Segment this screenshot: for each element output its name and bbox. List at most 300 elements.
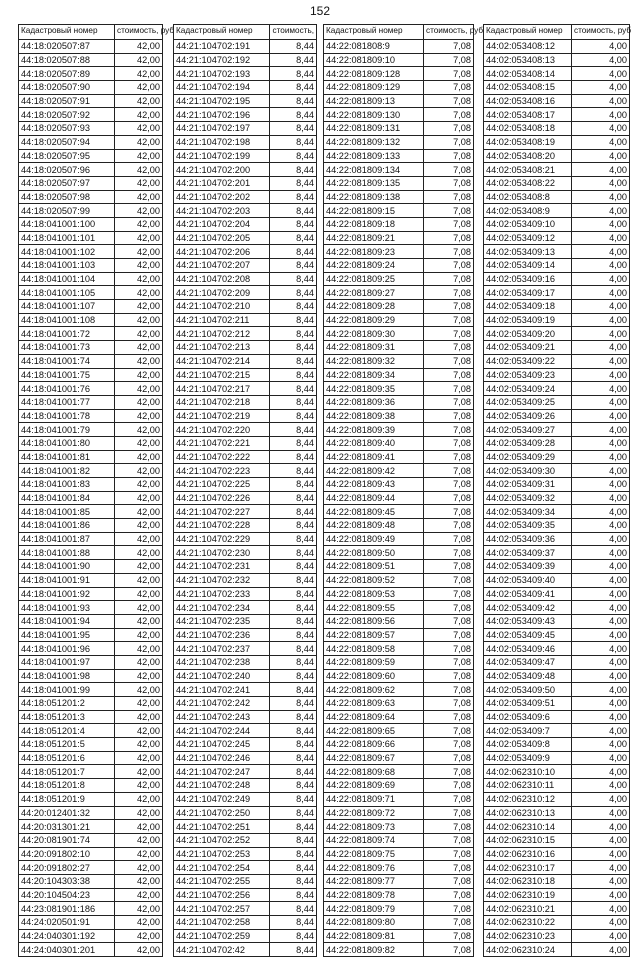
cadastral-number-cell: 44:22:081809:79 [324,902,424,916]
cadastral-number-cell: 44:02:053409:7 [484,724,572,738]
cadastral-number-cell: 44:22:081809:65 [324,724,424,738]
table-row [484,765,630,779]
table-row [324,505,474,519]
cost-cell: 8,44 [270,724,317,738]
cadastral-number-cell: 44:02:053409:36 [484,532,572,546]
table-row [174,888,317,902]
cadastral-number-cell: 44:21:104702:192 [174,53,270,67]
cadastral-number-cell: 44:18:041001:84 [19,491,115,505]
cost-cell: 4,00 [572,464,630,478]
table-row [324,491,474,505]
cadastral-number-cell: 44:22:081809:58 [324,642,424,656]
cost-cell: 7,08 [424,436,474,450]
cadastral-number-cell: 44:21:104702:226 [174,491,270,505]
cadastral-number-cell: 44:18:041001:102 [19,245,115,259]
cadastral-number-cell: 44:21:104702:206 [174,245,270,259]
cost-cell: 7,08 [424,573,474,587]
cost-cell: 8,44 [270,313,317,327]
table-row [19,313,163,327]
table-row [19,587,163,601]
table-row [19,81,163,95]
table-row [19,286,163,300]
table-row [324,697,474,711]
cadastral-number-cell: 44:18:041001:75 [19,368,115,382]
cost-cell: 4,00 [572,669,630,683]
cadastral-number-cell: 44:02:053409:26 [484,409,572,423]
cost-cell: 42,00 [115,300,163,314]
table-row [484,395,630,409]
table-row [484,423,630,437]
cadastral-number-cell: 44:22:081809:68 [324,765,424,779]
cadastral-number-cell: 44:21:104702:246 [174,751,270,765]
table-row [324,204,474,218]
cadastral-number-cell: 44:22:081809:75 [324,847,424,861]
cadastral-number-cell: 44:18:041001:80 [19,436,115,450]
table-row [19,943,163,957]
cadastral-number-cell: 44:02:053408:16 [484,94,572,108]
table-row [324,546,474,560]
cadastral-number-cell: 44:02:053409:24 [484,382,572,396]
cadastral-number-cell: 44:02:053409:18 [484,300,572,314]
table-row [324,779,474,793]
cadastral-number-cell: 44:21:104702:256 [174,888,270,902]
cost-cell: 8,44 [270,792,317,806]
table-row [484,217,630,231]
cost-cell: 4,00 [572,601,630,615]
table-row [484,204,630,218]
cost-cell: 8,44 [270,929,317,943]
cadastral-number-cell: 44:22:081809:32 [324,354,424,368]
table-row [324,614,474,628]
cadastral-number-cell: 44:02:053408:22 [484,176,572,190]
cadastral-number-cell: 44:02:053409:8 [484,738,572,752]
table-row [19,628,163,642]
cost-cell: 8,44 [270,491,317,505]
table-row [174,176,317,190]
cadastral-number-cell: 44:18:041001:88 [19,546,115,560]
table-row [174,272,317,286]
cadastral-number-cell: 44:21:104702:240 [174,669,270,683]
cost-cell: 7,08 [424,738,474,752]
cost-cell: 7,08 [424,67,474,81]
table-row [484,779,630,793]
cost-cell: 4,00 [572,792,630,806]
table-row [19,929,163,943]
table-row [19,642,163,656]
cadastral-number-cell: 44:21:104702:245 [174,738,270,752]
cost-cell: 42,00 [115,560,163,574]
cost-cell: 8,44 [270,272,317,286]
cost-cell: 4,00 [572,751,630,765]
cadastral-number-cell: 44:02:053409:23 [484,368,572,382]
cadastral-number-cell: 44:21:104702:215 [174,368,270,382]
cost-cell: 8,44 [270,423,317,437]
cost-cell: 7,08 [424,450,474,464]
cadastral-number-cell: 44:22:081808:9 [324,40,424,54]
cost-cell: 4,00 [572,916,630,930]
cost-cell: 8,44 [270,683,317,697]
cadastral-number-cell: 44:02:053409:48 [484,669,572,683]
cadastral-number-cell: 44:22:081809:128 [324,67,424,81]
cost-cell: 7,08 [424,628,474,642]
cost-cell: 8,44 [270,560,317,574]
table-row [484,259,630,273]
cost-cell: 7,08 [424,724,474,738]
cost-cell: 4,00 [572,149,630,163]
table-row [19,122,163,136]
table-row [174,655,317,669]
cost-cell: 4,00 [572,491,630,505]
table-row [19,710,163,724]
cost-cell: 8,44 [270,327,317,341]
cadastral-number-cell: 44:02:062310:19 [484,888,572,902]
cadastral-number-cell: 44:22:081809:31 [324,341,424,355]
cost-cell: 4,00 [572,779,630,793]
table-row [484,382,630,396]
cadastral-number-cell: 44:18:041001:78 [19,409,115,423]
cost-cell: 8,44 [270,614,317,628]
cadastral-number-cell: 44:18:041001:76 [19,382,115,396]
cost-cell: 4,00 [572,94,630,108]
cadastral-number-cell: 44:18:051201:8 [19,779,115,793]
table-row [19,135,163,149]
table-row [324,53,474,67]
table-row [174,519,317,533]
cadastral-number-cell: 44:02:053409:42 [484,601,572,615]
cost-cell: 7,08 [424,587,474,601]
cadastral-number-cell: 44:02:053409:32 [484,491,572,505]
cost-cell: 8,44 [270,217,317,231]
table-row [324,163,474,177]
cost-cell: 8,44 [270,409,317,423]
cost-cell: 42,00 [115,423,163,437]
cost-cell: 7,08 [424,751,474,765]
table-row [484,313,630,327]
cost-cell: 7,08 [424,874,474,888]
table-row [174,382,317,396]
cadastral-number-cell: 44:22:081809:129 [324,81,424,95]
table-row [19,204,163,218]
table-row [484,135,630,149]
cost-cell: 8,44 [270,573,317,587]
cadastral-number-cell: 44:22:081809:72 [324,806,424,820]
table-row [324,190,474,204]
table-row [174,724,317,738]
cadastral-number-cell: 44:18:041001:81 [19,450,115,464]
cadastral-number-cell: 44:22:081809:53 [324,587,424,601]
table-row [174,820,317,834]
cadastral-number-cell: 44:22:081809:45 [324,505,424,519]
cadastral-number-cell: 44:02:053409:13 [484,245,572,259]
cost-cell: 7,08 [424,601,474,615]
cadastral-number-cell: 44:18:041001:95 [19,628,115,642]
cadastral-number-cell: 44:18:041001:103 [19,259,115,273]
table-row [19,916,163,930]
cost-cell: 42,00 [115,395,163,409]
cadastral-number-cell: 44:18:020507:98 [19,190,115,204]
cadastral-number-cell: 44:22:081809:39 [324,423,424,437]
table-row [324,710,474,724]
cadastral-number-cell: 44:22:081809:35 [324,382,424,396]
table-row [324,354,474,368]
header-cost: стоимость, руб [115,25,163,40]
table-row [174,204,317,218]
cost-cell: 8,44 [270,53,317,67]
cost-cell: 4,00 [572,902,630,916]
table-row [484,327,630,341]
cost-cell: 8,44 [270,751,317,765]
cost-cell: 42,00 [115,217,163,231]
cadastral-number-cell: 44:21:104702:258 [174,916,270,930]
cadastral-number-cell: 44:22:081809:74 [324,833,424,847]
table-row [484,560,630,574]
cost-cell: 8,44 [270,259,317,273]
cost-cell: 42,00 [115,847,163,861]
table-row [174,792,317,806]
cost-cell: 42,00 [115,108,163,122]
cadastral-number-cell: 44:18:041001:92 [19,587,115,601]
cadastral-number-cell: 44:02:053408:8 [484,190,572,204]
cost-cell: 8,44 [270,847,317,861]
cost-cell: 7,08 [424,491,474,505]
cadastral-number-cell: 44:02:053409:45 [484,628,572,642]
table-row [174,354,317,368]
cadastral-number-cell: 44:22:081809:23 [324,245,424,259]
table-row [484,368,630,382]
table-row [174,94,317,108]
table-row [19,669,163,683]
table-row [484,108,630,122]
table-row [324,382,474,396]
cadastral-number-cell: 44:22:081809:25 [324,272,424,286]
table-row [174,710,317,724]
cost-cell: 42,00 [115,601,163,615]
cadastral-number-cell: 44:21:104702:197 [174,122,270,136]
cost-cell: 7,08 [424,354,474,368]
table-row [484,436,630,450]
cadastral-number-cell: 44:21:104702:236 [174,628,270,642]
cadastral-number-cell: 44:18:041001:104 [19,272,115,286]
cadastral-number-cell: 44:18:020507:87 [19,40,115,54]
cadastral-number-cell: 44:18:051201:5 [19,738,115,752]
cost-cell: 7,08 [424,382,474,396]
table-row [484,628,630,642]
cost-cell: 7,08 [424,779,474,793]
table-row [174,642,317,656]
table-row [19,888,163,902]
table-row [324,67,474,81]
cost-cell: 42,00 [115,204,163,218]
cost-cell: 42,00 [115,464,163,478]
cadastral-number-cell: 44:21:104702:214 [174,354,270,368]
cost-cell: 4,00 [572,874,630,888]
cadastral-number-cell: 44:21:104702:196 [174,108,270,122]
cadastral-number-cell: 44:21:104702:220 [174,423,270,437]
header-cadastral-number: Кадастровый номер [484,25,572,40]
table-row [19,423,163,437]
table-row [324,478,474,492]
cadastral-number-cell: 44:21:104702:227 [174,505,270,519]
table-row [19,354,163,368]
table-row [324,628,474,642]
cost-cell: 8,44 [270,300,317,314]
cost-cell: 8,44 [270,382,317,396]
table-row [324,587,474,601]
cost-cell: 4,00 [572,108,630,122]
table-row [324,122,474,136]
cadastral-number-cell: 44:18:020507:92 [19,108,115,122]
cadastral-number-cell: 44:21:104702:212 [174,327,270,341]
cadastral-number-cell: 44:18:041001:94 [19,614,115,628]
table-row [484,464,630,478]
table-row [484,929,630,943]
cadastral-number-cell: 44:22:081809:38 [324,409,424,423]
cadastral-number-cell: 44:02:053408:17 [484,108,572,122]
cost-cell: 42,00 [115,943,163,957]
cost-cell: 42,00 [115,614,163,628]
cost-cell: 42,00 [115,245,163,259]
table-row [174,149,317,163]
cadastral-number-cell: 44:21:104702:213 [174,341,270,355]
cadastral-number-cell: 44:22:081809:63 [324,697,424,711]
cost-cell: 4,00 [572,368,630,382]
table-header-row [324,25,474,40]
cost-cell: 8,44 [270,806,317,820]
cost-cell: 42,00 [115,573,163,587]
cadastral-number-cell: 44:02:053409:37 [484,546,572,560]
cadastral-number-cell: 44:22:081809:44 [324,491,424,505]
cost-cell: 4,00 [572,450,630,464]
table-row [174,395,317,409]
cadastral-number-cell: 44:20:031301:21 [19,820,115,834]
cadastral-number-cell: 44:02:053409:34 [484,505,572,519]
cost-cell: 4,00 [572,231,630,245]
cost-cell: 42,00 [115,259,163,273]
cadastral-number-cell: 44:22:081809:52 [324,573,424,587]
table-row [174,546,317,560]
table-row [484,478,630,492]
cost-cell: 8,44 [270,642,317,656]
cadastral-number-cell: 44:02:062310:16 [484,847,572,861]
cost-cell: 8,44 [270,368,317,382]
cadastral-number-cell: 44:22:081809:138 [324,190,424,204]
table-row [174,628,317,642]
cadastral-number-cell: 44:22:081809:10 [324,53,424,67]
cost-cell: 4,00 [572,217,630,231]
cadastral-number-cell: 44:21:104702:230 [174,546,270,560]
cadastral-number-cell: 44:02:053409:22 [484,354,572,368]
table-row [324,395,474,409]
cadastral-number-cell: 44:18:041001:72 [19,327,115,341]
cadastral-number-cell: 44:18:020507:90 [19,81,115,95]
cadastral-number-cell: 44:22:081809:57 [324,628,424,642]
cost-cell: 8,44 [270,231,317,245]
cost-cell: 8,44 [270,436,317,450]
cadastral-number-cell: 44:22:081809:71 [324,792,424,806]
header-cost: стоимость, руб [424,25,474,40]
cadastral-number-cell: 44:22:081809:77 [324,874,424,888]
cost-cell: 8,44 [270,341,317,355]
table-row [484,272,630,286]
cadastral-number-cell: 44:18:020507:89 [19,67,115,81]
table-row [19,614,163,628]
cadastral-number-cell: 44:02:062310:18 [484,874,572,888]
cadastral-number-cell: 44:18:041001:79 [19,423,115,437]
cadastral-number-cell: 44:22:081809:80 [324,916,424,930]
table-row [484,847,630,861]
header-cadastral-number: Кадастровый номер [174,25,270,40]
cadastral-number-cell: 44:21:104702:201 [174,176,270,190]
cadastral-number-cell: 44:02:053409:43 [484,614,572,628]
cadastral-number-cell: 44:21:104702:241 [174,683,270,697]
cost-cell: 7,08 [424,259,474,273]
cost-cell: 7,08 [424,902,474,916]
table-row [174,259,317,273]
cadastral-number-cell: 44:22:081809:82 [324,943,424,957]
cost-cell: 42,00 [115,792,163,806]
cost-cell: 7,08 [424,792,474,806]
table-row [19,792,163,806]
table-row [324,902,474,916]
cost-cell: 7,08 [424,546,474,560]
cost-cell: 7,08 [424,149,474,163]
table-row [19,464,163,478]
cost-cell: 42,00 [115,409,163,423]
cadastral-number-cell: 44:21:104702:217 [174,382,270,396]
cadastral-number-cell: 44:18:041001:91 [19,573,115,587]
table-row [324,642,474,656]
cost-cell: 4,00 [572,67,630,81]
cost-cell: 42,00 [115,478,163,492]
cost-cell: 42,00 [115,874,163,888]
cadastral-number-cell: 44:18:041001:82 [19,464,115,478]
cost-cell: 8,44 [270,546,317,560]
table-row [19,601,163,615]
cadastral-number-cell: 44:21:104702:249 [174,792,270,806]
table-row [174,464,317,478]
cadastral-number-cell: 44:22:081809:135 [324,176,424,190]
header-cadastral-number: Кадастровый номер [324,25,424,40]
cost-cell: 4,00 [572,409,630,423]
table-row [174,861,317,875]
cadastral-number-cell: 44:18:041001:101 [19,231,115,245]
cadastral-number-cell: 44:21:104702:235 [174,614,270,628]
table-row [19,327,163,341]
cost-cell: 42,00 [115,354,163,368]
table-row [324,601,474,615]
table-row [324,738,474,752]
table-row [174,135,317,149]
table-row [324,519,474,533]
cadastral-number-cell: 44:18:041001:96 [19,642,115,656]
cost-cell: 7,08 [424,888,474,902]
cost-cell: 42,00 [115,916,163,930]
cost-cell: 42,00 [115,286,163,300]
cost-cell: 7,08 [424,423,474,437]
cadastral-table-4 [483,24,630,957]
cost-cell: 8,44 [270,916,317,930]
table-row [19,176,163,190]
cadastral-number-cell: 44:02:053409:31 [484,478,572,492]
cadastral-number-cell: 44:21:104702:203 [174,204,270,218]
table-row [484,751,630,765]
table-row [174,874,317,888]
table-row [484,53,630,67]
cost-cell: 4,00 [572,163,630,177]
cadastral-number-cell: 44:22:081809:49 [324,532,424,546]
cadastral-number-cell: 44:02:053408:9 [484,204,572,218]
table-row [324,40,474,54]
